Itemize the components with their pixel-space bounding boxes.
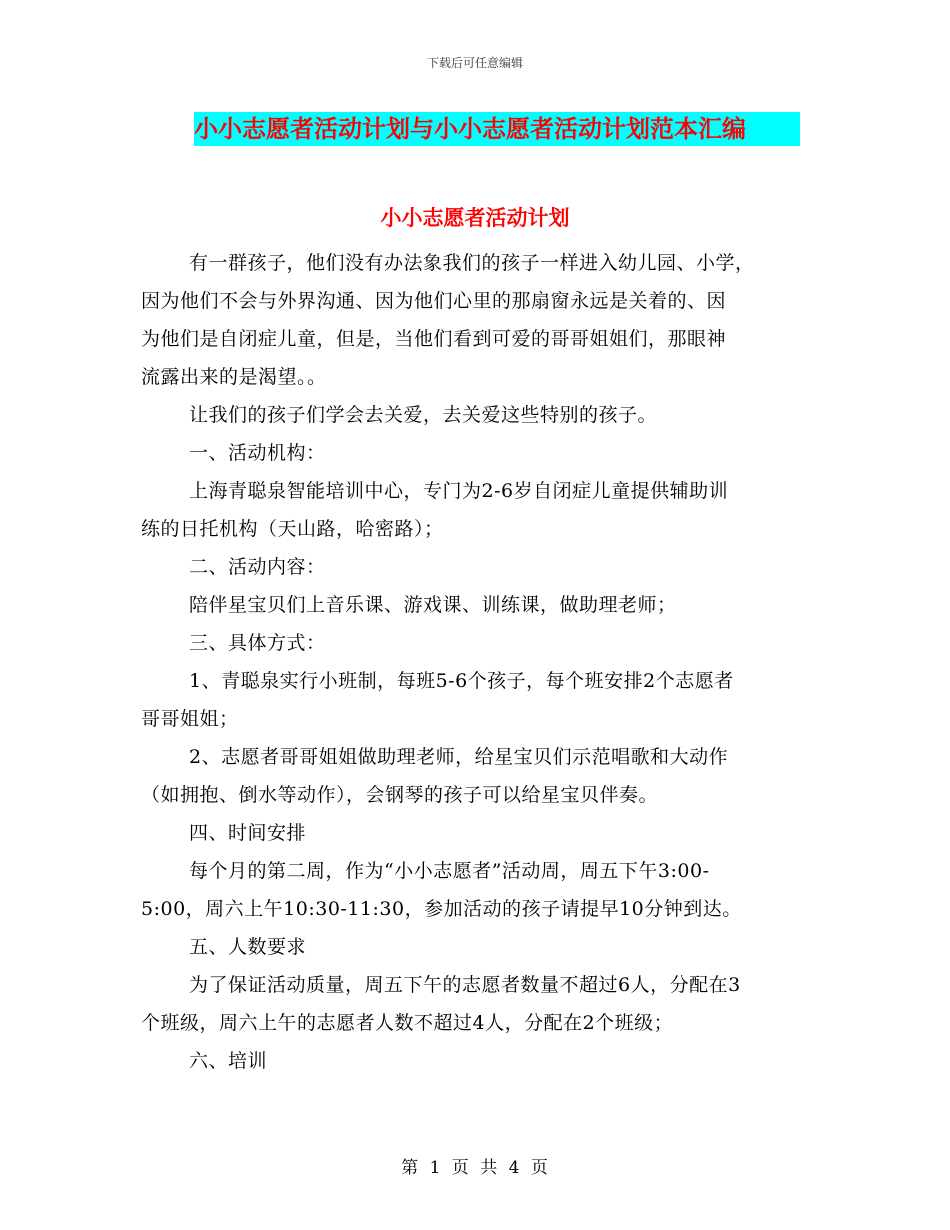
section-title: 小小志愿者活动计划 [380, 206, 570, 230]
heading-method: 三、具体方式： [189, 632, 326, 654]
heading-schedule: 四、时间安排 [189, 822, 307, 844]
paragraph-organization: 上海青聪泉智能培训中心，专门为2-6岁自闭症儿童提供辅助训 练的日托机构（天山路，哈密路）； [141, 480, 729, 540]
heading-training: 六、培训 [189, 1050, 268, 1072]
paragraph-method-1: 1、青聪泉实行小班制，每班5-6个孩子，每个班安排2个志愿者 哥哥姐姐； [141, 670, 734, 730]
paragraph-content: 陪伴星宝贝们上音乐课、游戏课、训练课，做助理老师； [189, 594, 677, 616]
paragraph-method-2: 2、志愿者哥哥姐姐做助理老师，给星宝贝们示范唱歌和大动作 （如拥抱、倒水等动作），会钢琴的孩子可以给星宝贝伴奏。 [141, 746, 729, 806]
paragraph-intro: 有一群孩子，他们没有办法象我们的孩子一样进入幼儿园、小学， 因为他们不会与外界沟通、因为他们心里的那扇窗永远是关着的、因 为他们是自闭症儿童，但是，当他们看到可爱的哥哥姐姐们，那眼神 流露出来的是渴望。。 [141, 252, 755, 388]
document-body [141, 244, 809, 1080]
document-title: 小小志愿者活动计划与小小志愿者活动计划范本汇编 [194, 112, 800, 146]
paragraph-schedule: 每个月的第二周，作为“小小志愿者”活动周，周五下午3:00- 5:00，周六上午10:30-11:30，参加活动的孩子请提早10分钟到达。 [141, 860, 742, 920]
page-footer: 第 1 页 共 4 页 [401, 1158, 549, 1178]
heading-content: 二、活动内容： [189, 556, 326, 578]
paragraph-headcount: 为了保证活动质量，周五下午的志愿者数量不超过6人，分配在3 个班级，周六上午的志愿者人数不超过4人，分配在2个班级； [141, 974, 741, 1034]
header-note: 下载后可任意编辑 [426, 56, 523, 70]
paragraph-purpose: 让我们的孩子们学会去关爱，去关爱这些特别的孩子。 [189, 404, 658, 426]
heading-headcount: 五、人数要求 [189, 936, 307, 958]
heading-organization: 一、活动机构： [189, 442, 326, 464]
